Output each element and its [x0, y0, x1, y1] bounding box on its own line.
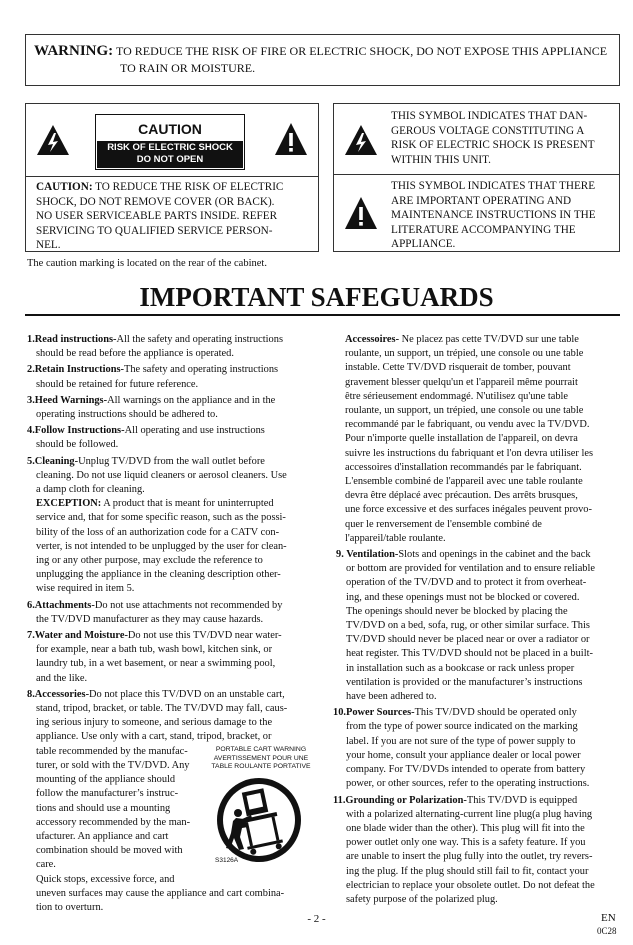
caution-symbol-row: [26, 104, 318, 177]
caution-box: [25, 103, 319, 252]
symbol-text-line: THIS SYMBOL INDICATES THAT DAN-: [391, 110, 588, 122]
cart-warning-line2: AVERTISSEMENT POUR UNE: [213, 754, 309, 762]
caution-text: [36, 180, 316, 253]
symbol-text-line: GEROUS VOLTAGE CONSTITUTING A: [391, 124, 585, 137]
symbol-text-line: THIS SYMBOL INDICATES THAT THERE: [391, 180, 596, 192]
symbol-text-line: WITHIN THIS UNIT.: [391, 153, 491, 166]
caution-text-line: NEL.: [36, 239, 61, 252]
exclamation-warning-icon: [274, 122, 308, 156]
symbol-explanation-box: [333, 103, 620, 252]
item-accessories: 8.Accessories-Do not place this TV/DVD on an unstable cart, stand, tripod, bracket, or table. The TV/DVD may fall, caus- ing serious injury to someone, and serious damage to the appliance. Use only with a cart, stand, tripod, bracket, or table recommended by the manufac- turer, or sold with the TV/DVD. Any mounting of the appliance should follow the manufacturer’s instruc- tions and should use a mounting accessory recommended by the man- ufacturer. An appliance and cart combination should be moved with care. Quick stops, excessive force, and uneven surfaces may cause the appliance and cart combina- tion to overturn.: [27, 688, 288, 913]
caution-label-line1: RISK OF ELECTRIC SHOCK: [107, 142, 233, 153]
item-cleaning: 5.Cleaning-Unplug TV/DVD from the wall outlet before cleaning. Do not use liquid cleaners or aerosol cleaners. Use a damp cloth for cleaning.: [27, 455, 287, 496]
caution-location-note: The caution marking is located on the rear of the cabinet.: [27, 258, 267, 269]
symbol-text-line: LITERATURE ACCOMPANYING THE: [391, 223, 576, 236]
exclamation-warning-icon: [344, 196, 378, 230]
caution-label-line2: DO NOT OPEN: [136, 154, 204, 165]
item-water-moisture: 7.Water and Moisture-Do not use this TV/DVD near water- for example, near a bath tub, wash bowl, kitchen sink, or laundry tub, in a wet basement, or near a swimming pool, and the like.: [27, 630, 282, 684]
cart-warning-code: S3126A: [215, 857, 239, 864]
warning-text-line2: TO RAIN OR MOISTURE.: [120, 61, 256, 75]
page-title: IMPORTANT SAFEGUARDS: [139, 282, 494, 312]
symbol-row-lightning: [334, 104, 619, 175]
cart-warning-line1: PORTABLE CART WARNING: [215, 746, 307, 753]
cart-warning-label: [205, 746, 317, 772]
cart-tip-over-icon: [214, 775, 304, 865]
warning-text-line1: TO REDUCE THE RISK OF FIRE OR ELECTRIC SHOCK, DO NOT EXPOSE THIS APPLIANCE: [115, 44, 608, 58]
caution-text-line: SHOCK, DO NOT REMOVE COVER (OR BACK).: [36, 195, 275, 208]
symbol-text-line: RISK OF ELECTRIC SHOCK IS PRESENT: [391, 139, 595, 152]
item-cleaning-exception: EXCEPTION: A product that is meant for uninterrupted service and, that for some specific reason, such as the possi- bility of the loss of an authorization code for a CATV con- verter, is not intended to be unplugged by the user for clean- ing or any other purpose, may exclude the reference to unplugging the appliance in the cleaning description other- wise required in item 5.: [36, 498, 287, 595]
caution-text-label: CAUTION:: [36, 181, 93, 193]
item-attachments: 6.Attachments-Do not use attachments not recommended by the TV/DVD manufacturer as they may cause hazards.: [27, 599, 283, 625]
caution-label-title: CAUTION: [138, 121, 202, 137]
lightning-warning-icon: [344, 124, 378, 156]
item-power-sources: 10.Power Sources-This TV/DVD should be operated only from the type of power source indicated on the marking label. If you are not sure of the type of power supply to your home, consult your appliance dealer or local power company. For TV/DVDs intended to operate from battery power, or other sources, refer to the operating instructions.: [333, 707, 590, 790]
symbol-row-exclamation: [334, 174, 619, 251]
symbol-text-line: MAINTENANCE INSTRUCTIONS IN THE: [391, 209, 596, 222]
document-code: 0C28: [597, 926, 617, 936]
warning-box: [25, 34, 620, 86]
page-number: - 2 -: [307, 913, 326, 925]
symbol-text-line: ARE IMPORTANT OPERATING AND: [391, 194, 572, 207]
warning-label: WARNING:: [34, 43, 114, 59]
item-read-instructions: 1.Read instructions-All the safety and operating instructions should be read before the appliance is operated.: [27, 334, 283, 360]
item-follow-instructions: 4.Follow Instructions-All operating and use instructions should be followed.: [27, 425, 265, 451]
cart-warning-line3: TABLE ROULANTE PORTATIVE: [211, 763, 311, 771]
caution-text-line: SERVICING TO QUALIFIED SERVICE PERSON-: [36, 224, 273, 237]
title-rule: [25, 314, 620, 316]
item-retain-instructions: 2.Retain Instructions-The safety and operating instructions should be retained for future reference.: [27, 364, 279, 390]
caution-text-line: TO REDUCE THE RISK OF ELECTRIC: [95, 181, 284, 193]
symbol-text-line: APPLIANCE.: [391, 238, 456, 251]
caution-label: [95, 114, 245, 170]
language-code: EN: [601, 912, 616, 924]
item-accessoires-fr: Accessoires- Ne placez pas cette TV/DVD sur une table roulante, un support, un trépied, une console ou une table instable. Cette TV/DVD risquerait de tomber, pouvant gravement blesser quelqu'un et l'appareil même pourrait être sérieusement endommagé. N'utilisez qu'une table roulante, un support, un trépied, une console ou une table recommandé par le fabriquant, ou vendu avec la TV/DVD. Pour n'importe quelle installation de l'appareil, on devra suivre les instructions du fabriquant et l'on devra utiliser les accessoires d'installation recommandés par le fabriquant. L'ensemble combiné de l'appareil avec une table roulante devra être déplacé avec précaution. Des arrêts brusques, une force excessive et des surfaces inégales peuvent provo- quer le renversement de l'ensemble combiné de l'appareil/table roulante.: [345, 334, 594, 544]
item-heed-warnings: 3.Heed Warnings-All warnings on the appliance and in the operating instructions should be adhered to.: [27, 394, 276, 421]
item-grounding-polarization: 11.Grounding or Polarization-This TV/DVD is equipped with a polarized alternating-current line plug(a plug having one blade wider than the other). This plug will fit into the power outlet only one way. This is a safety feature. If you are unable to insert the plug fully into the outlet, try revers- ing the plug. If the plug should still fail to fit, contact your electrician to replace your obsolete outlet. Do not defeat the safety purpose of the polarized plug.: [333, 794, 595, 905]
item-ventilation: 9. Ventilation-Slots and openings in the cabinet and the back or bottom are provided for ventilation and to ensure reliable operation of the TV/DVD and to protect it from overheat- ing, and these openings must not be blocked or covered. The openings should never be blocked by placing the TV/DVD on a bed, sofa, rug, or other similar surface. This TV/DVD should never be placed near or over a radiator or heat register. This TV/DVD should not be placed in a built- in installation such as a bookcase or rack unless proper ventilation is provided or the manufacturer’s instructions have been adhered to.: [336, 549, 596, 703]
right-column: [333, 333, 623, 907]
lightning-warning-icon: [36, 124, 70, 156]
caution-text-line: NO USER SERVICEABLE PARTS INSIDE. REFER: [36, 210, 278, 223]
